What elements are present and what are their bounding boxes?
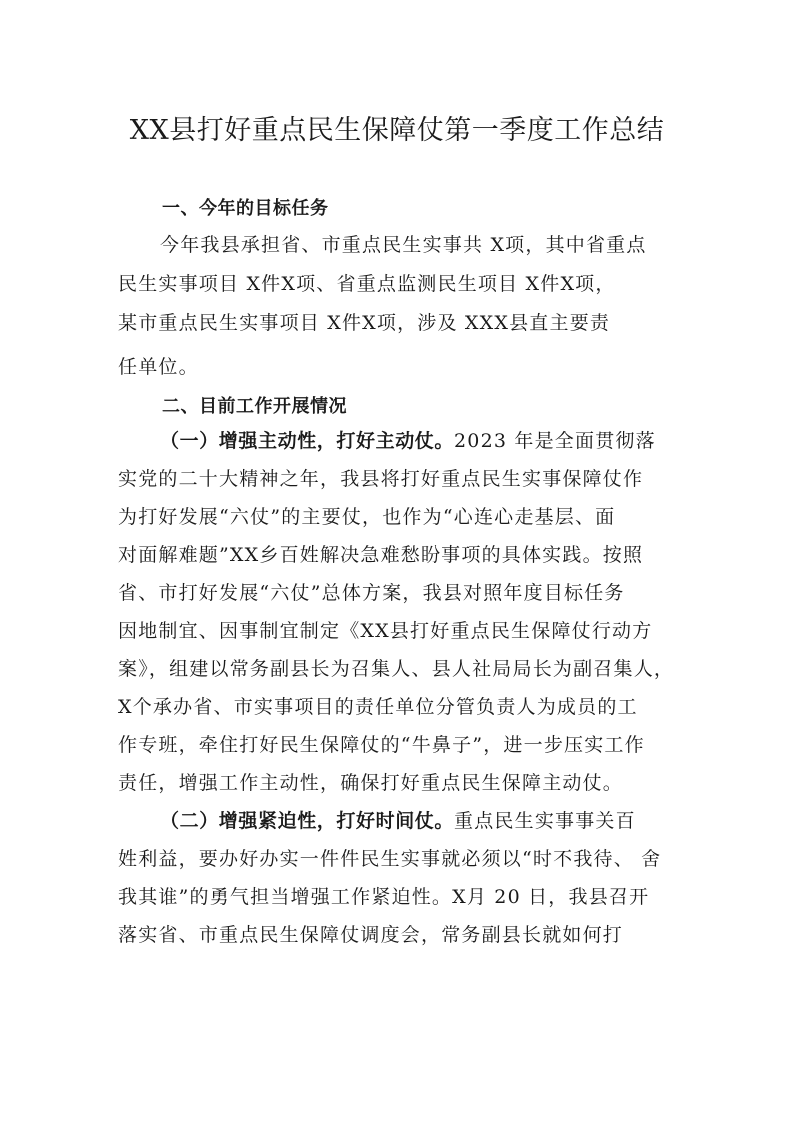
section-1-line-4: 任单位。 — [118, 356, 199, 378]
paragraph-2-line: 我其谁”的勇气担当增强工作紧迫性。X月 20 日，我县召开 — [118, 886, 650, 908]
paragraph-1-first-rest: 2023 年是全面贯彻落 — [454, 430, 656, 452]
paragraph-2-line: 姓利益，要办好办实一件件民生实事就必须以“时不我待、 舍 — [118, 848, 662, 870]
section-2-heading: 二、目前工作开展情况 — [162, 396, 347, 417]
paragraph-1-line: X个承办省、市实事项目的责任单位分管负责人为成员的工 — [118, 696, 638, 718]
paragraph-2-lead: （二）增强紧迫性，打好时间仗。 — [160, 810, 455, 832]
paragraph-1-lead: （一）增强主动性，打好主动仗。 — [160, 430, 455, 452]
paragraph-1-line: 责任，增强工作主动性，确保打好重点民生保障主动仗。 — [118, 772, 624, 794]
section-1-line-3: 某市重点民生实事项目 X件X项，涉及 XXX县直主要责 — [118, 312, 611, 334]
paragraph-1-line: 省、市打好发展“六仗”总体方案，我县对照年度目标任务 — [118, 582, 625, 604]
document-title: XX县打好重点民生保障仗第一季度工作总结 — [129, 115, 665, 146]
paragraph-1-line: 作专班，牵住打好民生保障仗的“牛鼻子”，进一步压实工作 — [118, 734, 645, 756]
paragraph-1-line: 实党的二十大精神之年，我县将打好重点民生实事保障仗作 — [118, 468, 644, 490]
section-1-line-1: 今年我县承担省、市重点民生实事共 X项，其中省重点 — [160, 234, 647, 256]
paragraph-1-line: 案》，组建以常务副县长为召集人、县人社局局长为副召集人， — [118, 658, 675, 680]
section-1-line-2: 民生实事项目 X件X项、省重点监测民生项目 X件X项， — [118, 273, 616, 295]
paragraph-1-line: 对面解难题”XX乡百姓解决急难愁盼事项的具体实践。按照 — [118, 544, 644, 566]
paragraph-2-first-line — [160, 809, 720, 833]
paragraph-1-line: 因地制宜、因事制宜制定《XX县打好重点民生保障仗行动方 — [118, 620, 653, 642]
paragraph-2-line: 落实省、市重点民生保障仗调度会，常务副县长就如何打 — [118, 924, 624, 946]
paragraph-1-line: 为打好发展“六仗”的主要仗，也作为“心连心走基层、面 — [118, 506, 616, 528]
paragraph-1-first-line — [160, 429, 720, 453]
section-1-heading: 一、今年的目标任务 — [162, 198, 329, 219]
paragraph-2-first-rest: 重点民生实事事关百 — [454, 810, 636, 832]
